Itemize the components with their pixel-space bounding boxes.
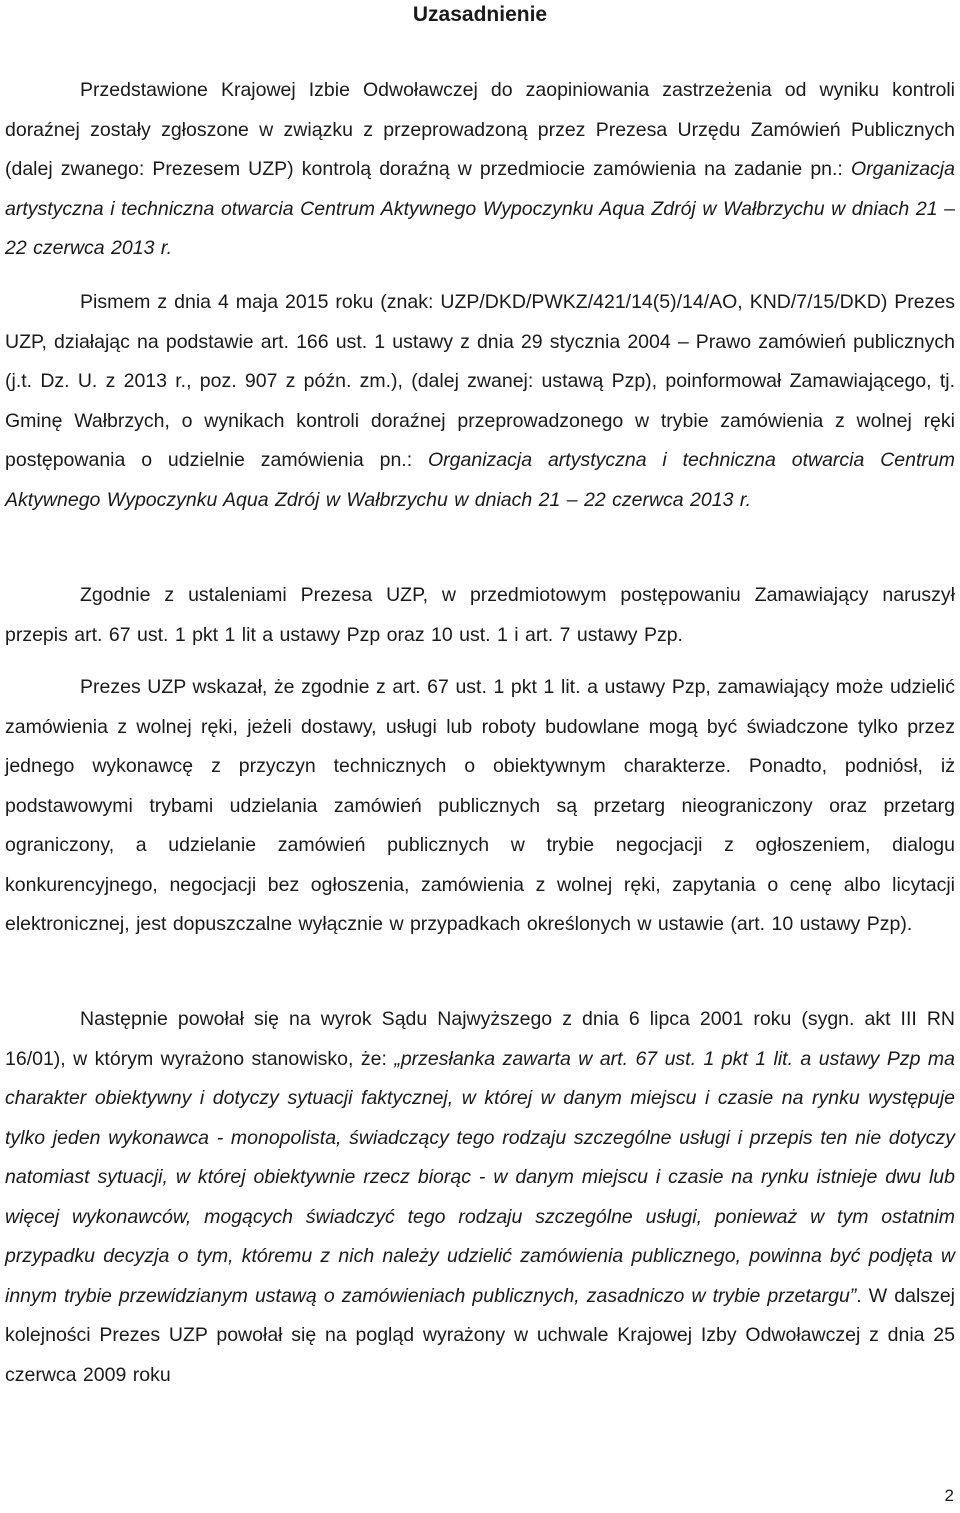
paragraph-text: Następnie powołał się na wyrok Sądu Najwyższego z dnia 6 lipca 2001 roku (sygn. akt III RN 16/01), w którym wyrażono stanowisko, że: — [5, 1008, 955, 1070]
paragraph-1 — [5, 71, 955, 269]
paragraph-text: Pismem z dnia 4 maja 2015 roku (znak: UZP/DKD/PWKZ/421/14(5)/14/AO, KND/7/15/DKD) Prezes UZP, działając na podstawie art. 166 ust. 1 ustawy z dnia 29 stycznia 2004 – Prawo zamówień publicznych (j.t. Dz. U. z 2013 r., poz. 907 z późn. zm.), (dalej zwanej: ustawą Pzp), poinformował Zamawiającego, tj. Gminę Wałbrzych, o wynikach kontroli doraźnej przeprowadzonego w trybie zamówienia z wolnej ręki postępowania o udzielnie zamówienia pn.: — [5, 291, 955, 471]
court-ruling-quote: „przesłanka zawarta w art. 67 ust. 1 pkt 1 lit. a ustawy Pzp ma charakter obiektywny i dotyczy sytuacji faktycznej, w której w danym miejscu i czasie na rynku występuje tylko jeden wykonawca - monopolista, świadczący tego rodzaju szczególne usługi i przepis ten nie dotyczy natomiast sytuacji, w której obiektywnie rzecz biorąc - w danym miejscu i czasie na rynku istnieje dwu lub więcej wykonawców, mogących świadczyć tego rodzaju szczególne usługi, ponieważ w tym ostatnim przypadku decyzja o tym, któremu z nich należy udzielić zamówienia publicznego, powinna być podjęta w innym trybie przewidzianym ustawą o zamówieniach publicznych, zasadniczo w trybie przetargu” — [5, 1047, 955, 1307]
task-name-italic: Organizacja artystyczna i techniczna otwarcia Centrum Aktywnego Wypoczynku Aqua Zdrój w Wałbrzychu w dniach 21 – 22 czerwca 2013 r. — [5, 158, 955, 259]
paragraph-text: Przedstawione Krajowej Izbie Odwoławczej do zaopiniowania zastrzeżenia od wyniku kontroli doraźnej zostały zgłoszone w związku z przeprowadzoną przez Prezesa Urzędu Zamówień Publicznych (dalej zwanego: Prezesem UZP) kontrolą doraźną w przedmiocie zamówienia na zadanie pn.: — [5, 79, 955, 180]
paragraph-2 — [5, 283, 955, 520]
task-name-italic: Organizacja artystyczna i techniczna otwarcia Centrum Aktywnego Wypoczynku Aqua Zdrój w Wałbrzychu w dniach 21 – 22 czerwca 2013 r. — [5, 449, 955, 511]
paragraph-3 — [5, 576, 955, 655]
page-number: 2 — [944, 1486, 954, 1505]
document-title: Uzasadnienie — [412, 3, 548, 26]
paragraph-text: . W dalszej kolejności Prezes UZP powołał się na pogląd wyrażony w uchwale Krajowej Izby Odwoławczej z dnia 25 czerwca 2009 roku — [5, 1284, 956, 1386]
paragraph-text: Zgodnie z ustaleniami Prezesa UZP, w przedmiotowym postępowaniu Zamawiający naruszył przepis art. 67 ust. 1 pkt 1 lit a ustawy Pzp oraz 10 ust. 1 i art. 7 ustawy Pzp. — [5, 584, 955, 646]
paragraph-text: Prezes UZP wskazał, że zgodnie z art. 67 ust. 1 pkt 1 lit. a ustawy Pzp, zamawiający może udzielić zamówienia z wolnej ręki, jeżeli dostawy, usługi lub roboty budowlane mogą być świadczone tylko przez jednego wykonawcę z przyczyn technicznych o obiektywnym charakterze. Ponadto, podniósł, iż podstawowymi trybami udzielania zamówień publicznych są przetarg nieograniczony oraz przetarg ograniczony, a udzielanie zamówień publicznych w trybie negocjacji z ogłoszeniem, dialogu konkurencyjnego, negocjacji bez ogłoszenia, zamówienia z wolnej ręki, zapytania o cenę albo licytacji elektronicznej, jest dopuszczalne wyłącznie w przypadkach określonych w ustawie (art. 10 ustawy Pzp). — [5, 676, 955, 935]
paragraph-5 — [5, 1000, 955, 1395]
paragraph-4 — [5, 668, 955, 945]
